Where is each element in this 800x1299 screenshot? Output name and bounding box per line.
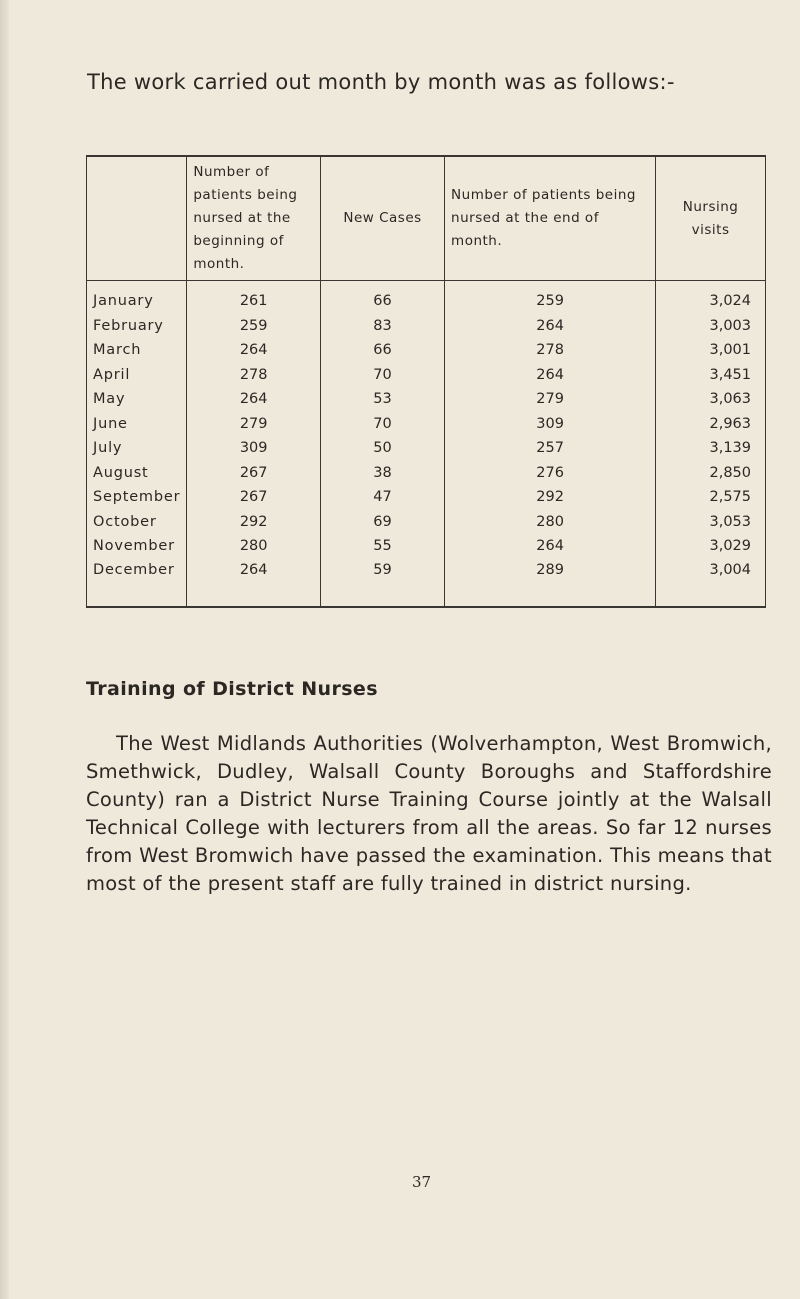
- month-cell: February: [87, 314, 187, 339]
- table-row: [87, 436, 766, 461]
- visits-cell: 2,575: [656, 485, 766, 510]
- start-cell: 280: [187, 534, 321, 559]
- visits-cell: 3,004: [656, 559, 766, 607]
- new-cases-cell: 83: [320, 314, 444, 339]
- month-cell: March: [87, 338, 187, 363]
- intro-text: The work carried out month by month was as follows:-: [87, 70, 675, 94]
- start-cell: 264: [187, 559, 321, 607]
- end-cell: 292: [445, 485, 656, 510]
- month-cell: May: [87, 387, 187, 412]
- table-row: [87, 534, 766, 559]
- month-cell: April: [87, 363, 187, 388]
- end-cell: 280: [445, 510, 656, 535]
- monthly-work-table: [86, 155, 766, 608]
- new-cases-cell: 53: [320, 387, 444, 412]
- start-cell: 278: [187, 363, 321, 388]
- section-paragraph: [86, 730, 772, 898]
- table-row: [87, 461, 766, 486]
- month-cell: January: [87, 281, 187, 314]
- page-edge-shadow: [0, 0, 9, 1299]
- header-patients-beginning: Number of patients being nursed at the beginning of month.: [187, 156, 321, 281]
- end-cell: 264: [445, 363, 656, 388]
- start-cell: 309: [187, 436, 321, 461]
- new-cases-cell: 70: [320, 412, 444, 437]
- header-nursing-visits: Nursing visits: [656, 156, 766, 281]
- new-cases-cell: 66: [320, 281, 444, 314]
- end-cell: 264: [445, 534, 656, 559]
- visits-cell: 3,001: [656, 338, 766, 363]
- month-cell: July: [87, 436, 187, 461]
- start-cell: 259: [187, 314, 321, 339]
- month-cell: August: [87, 461, 187, 486]
- table-row: [87, 281, 766, 314]
- end-cell: 278: [445, 338, 656, 363]
- visits-cell: 2,963: [656, 412, 766, 437]
- month-cell: June: [87, 412, 187, 437]
- end-cell: 289: [445, 559, 656, 607]
- paragraph-text: The West Midlands Authorities (Wolverhampton, West Bromwich, Smethwick, Dudley, Walsall County Boroughs and Staffordshire County) ran a District Nurse Training Course jointly at the Walsall Technical College with lecturers from all the areas. So far 12 nurses from West Bromwich have passed the examination. This means that most of the present staff are fully trained in district nursing.: [86, 732, 772, 895]
- table-row: [87, 314, 766, 339]
- visits-cell: 3,003: [656, 314, 766, 339]
- visits-cell: 2,850: [656, 461, 766, 486]
- end-cell: 279: [445, 387, 656, 412]
- start-cell: 267: [187, 461, 321, 486]
- table-row: [87, 363, 766, 388]
- end-cell: 259: [445, 281, 656, 314]
- month-cell: October: [87, 510, 187, 535]
- visits-cell: 3,053: [656, 510, 766, 535]
- table-row: [87, 559, 766, 607]
- new-cases-cell: 70: [320, 363, 444, 388]
- header-month: [87, 156, 187, 281]
- table-row: [87, 387, 766, 412]
- page-number: 37: [412, 1173, 432, 1191]
- new-cases-cell: 66: [320, 338, 444, 363]
- table-row: [87, 510, 766, 535]
- new-cases-cell: 50: [320, 436, 444, 461]
- new-cases-cell: 55: [320, 534, 444, 559]
- end-cell: 276: [445, 461, 656, 486]
- month-cell: November: [87, 534, 187, 559]
- visits-cell: 3,139: [656, 436, 766, 461]
- visits-cell: 3,451: [656, 363, 766, 388]
- table-row: [87, 485, 766, 510]
- month-cell: December: [87, 559, 187, 607]
- new-cases-cell: 59: [320, 559, 444, 607]
- end-cell: 309: [445, 412, 656, 437]
- section-heading: Training of District Nurses: [86, 678, 378, 700]
- start-cell: 261: [187, 281, 321, 314]
- new-cases-cell: 69: [320, 510, 444, 535]
- visits-cell: 3,063: [656, 387, 766, 412]
- end-cell: 264: [445, 314, 656, 339]
- end-cell: 257: [445, 436, 656, 461]
- new-cases-cell: 47: [320, 485, 444, 510]
- month-cell: September: [87, 485, 187, 510]
- new-cases-cell: 38: [320, 461, 444, 486]
- table-header-row: [87, 156, 766, 281]
- table-row: [87, 338, 766, 363]
- header-new-cases: New Cases: [320, 156, 444, 281]
- start-cell: 279: [187, 412, 321, 437]
- start-cell: 267: [187, 485, 321, 510]
- visits-cell: 3,029: [656, 534, 766, 559]
- start-cell: 292: [187, 510, 321, 535]
- visits-cell: 3,024: [656, 281, 766, 314]
- start-cell: 264: [187, 338, 321, 363]
- header-patients-end: Number of patients being nursed at the end of month.: [445, 156, 656, 281]
- start-cell: 264: [187, 387, 321, 412]
- table-row: [87, 412, 766, 437]
